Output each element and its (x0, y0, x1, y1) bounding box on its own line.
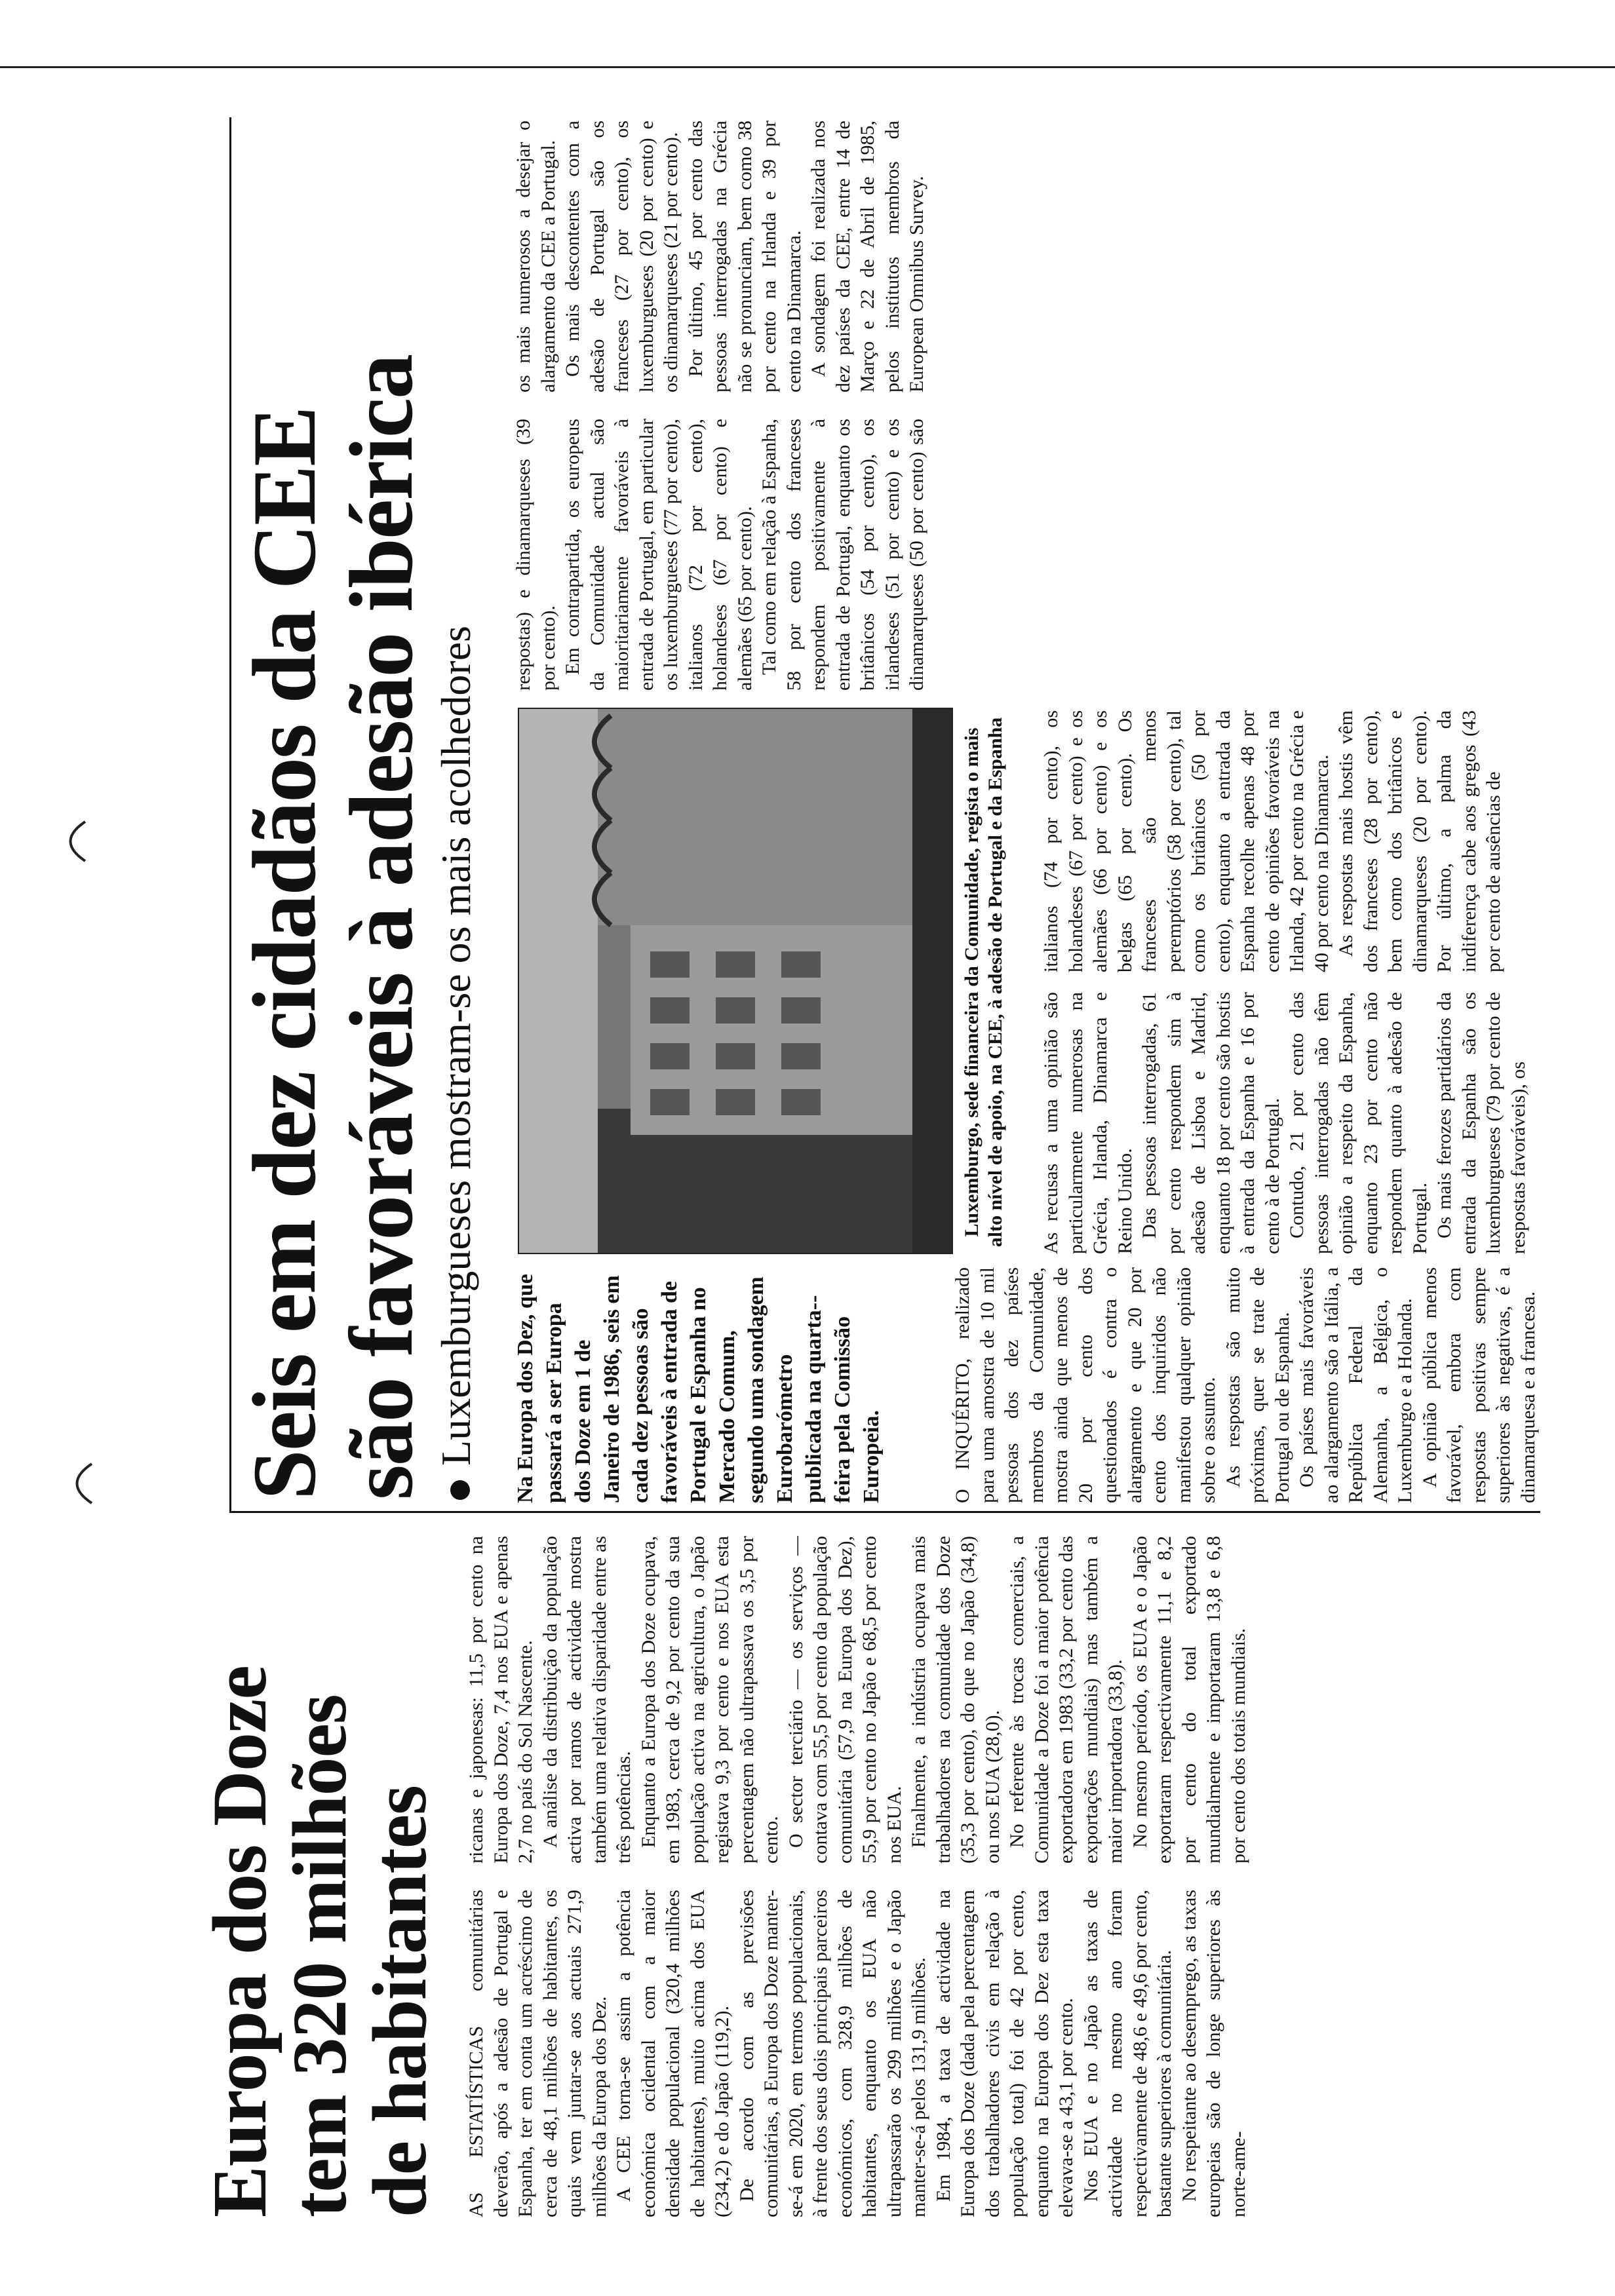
photo-image (519, 709, 952, 1253)
subheadline-text: Luxemburgueses mostram-se os mais acolhedores (433, 625, 479, 1466)
scan-speck (59, 1457, 98, 1510)
paragraph: No respeitante ao desemprego, as taxas europeias são de longe superiores às norte-ame- (1178, 1890, 1249, 2217)
paragraph: Por último, 45 por cento das pessoas interrogadas na Grécia não se pronunciam, bem como 38 por cento na Irlanda e 39 por cento na Dinamarca. (684, 121, 805, 392)
paragraph: Os mais ferozes partidários da entrada da Espanha são os luxemburgueses (79 por cento de respostas favoráveis), os (1433, 992, 1529, 1254)
subheadline (433, 117, 480, 1500)
paragraph: A análise da distribuição da população activa por ramos de actividade mostra também uma relativa disparidade entre as três potências. (539, 1536, 634, 1864)
paragraph: As recusas a uma opinião são particularmente numerosas na Grécia, Irlanda, Dinamarca e Reino Unido. (1040, 992, 1136, 1254)
paragraph: No mesmo período, os EUA e o Japão exportaram respectivamente 11,1 e 8,2 por cento do total exportado mundialmente e importaram 13,8 e 6,8 por cento dos totais mundiais. (1129, 1536, 1249, 1864)
paragraph: italianos (74 por cento), os holandeses (67 por cento) e os alemães (66 por cento) e os belgas (65 por cento). Os franceses são menos peremptórios (58 por cento), tal como os britânicos (50 por cento), enquanto a entrada da Espanha recolhe apenas 48 por cento de opiniões favoráveis na Irlanda, 42 por cento na Grécia e 40 por cento na Dinamarca. (1040, 710, 1333, 972)
headline-line: de habitantes (357, 1785, 442, 2217)
paragraph: No referente às trocas comerciais, a Comunidade a Doze foi a maior potência exportadora em 1983 (33,2 por cento das exportações mundiais) mas também a maior importadora (33,8). (1006, 1536, 1126, 1864)
article-right-column-3 (1039, 710, 1553, 972)
paragraph: Contudo, 21 por cento das pessoas interrogadas não têm opinião a respeito da Espanha, enquanto 23 por cento não respondem quanto à adesão de Portugal. (1286, 992, 1431, 1254)
scan-speck (52, 815, 92, 868)
lede-paragraph: Na Europa dos Dez, que passará a ser Europa dos Doze em 1 de Janeiro de 1986, seis em cada dez pessoas são favoráveis à entrada de Portugal e Espanha no Mercado Comum, segundo uma sondagem Eurobarómetro publicada na quarta--feira pela Comissão Europeia. (513, 1274, 884, 1503)
article-right-column-4 (511, 121, 1553, 691)
scan-edge-line (0, 66, 1615, 68)
paragraph: Os mais descontentes com a adesão de Portugal são os franceses (27 por cento), os luxemburgueses (20 por cento) e os dinamarqueses (21 por cento). (562, 121, 682, 392)
photo-caption: Luxemburgo, sede financeira da Comunidade, regista o mais alto nível de apoio, na CEE, à adesão de Portugal e da Espanha (961, 717, 1006, 1248)
bullet-icon (450, 1480, 470, 1500)
paragraph: Os países mais favoráveis ao alargamento são a Itália, a República Federal da Alemanha, a Bélgica, o Luxemburgo e a Holanda. (1296, 1267, 1416, 1503)
paragraph: As respostas são muito próximas, quer se trate de Portugal ou de Espanha. (1222, 1267, 1293, 1503)
article-right-column-2 (1039, 992, 1553, 1254)
paragraph: A sondagem foi realizada nos dez países da CEE, entre 14 de Março e 22 de Abril de 1985, pelos institutos membros da European Omnibus Survey. (808, 121, 927, 392)
paragraph: Enquanto a Europa dos Doze ocupava, em 1983, cerca de 9,2 por cento da sua população activa na agricultura, o Japão registava 9,3 por cento e nos EUA esta percentagem não ultrapassava os 3,5 por cento. (637, 1536, 782, 1864)
paragraph: O INQUÉRITO, realizado para uma amostra de 10 mil pessoas dos dez países membros da Comunidade, mostra ainda que menos de 20 por cento dos questionados é contra o alargamento e que 20 por cento dos inquiridos não manifestou qualquer opinião sobre o assunto. (952, 1267, 1219, 1503)
article-left-column-1 (464, 1890, 1598, 2217)
paragraph: ricanas e japonesas: 11,5 por cento na Europa dos Doze, 7,4 nos EUA e apenas 2,7 no país do Sol Nascente. (465, 1536, 536, 1864)
article-left-column-2 (464, 1536, 1598, 1864)
article-right-column-1 (950, 1267, 1553, 1503)
story-frame-rule (229, 117, 231, 1513)
paragraph: A CEE torna-se assim a potência económica ocidental com a maior densidade populacional (320,4 milhões de habitantes), muito acima dos EUA (234,2) e do Japão (119,2). (613, 1890, 733, 2217)
headline-line: tem 320 milhões (277, 1694, 362, 2217)
photo-luxemburgo-building (518, 708, 953, 1254)
paragraph: As respostas mais hostis vêm dos franceses (28 por cento), bem como dos britânicos e dinamarqueses (20 por cento). Por último, a palma da indiferença cabe aos gregos (43 por cento de ausências de (1335, 710, 1504, 972)
headline-europa-dos-doze (197, 1523, 442, 2217)
paragraph: A opinião pública menos favorável, embora com respostas positivas sempre superiores às negativas, é a dinamarquesa e a francesa. (1418, 1267, 1539, 1503)
paragraph: Em contrapartida, os europeus da Comunidade actual são maioritariamente favoráveis à entrada de Portugal, em particular os luxemburgueses (77 por cento), italianos (72 por cento), holandeses (67 por cento) e alemães (65 por cento). (562, 419, 756, 691)
paragraph: De acordo com as previsões comunitárias, a Europa dos Doze manter-se-á em 2020, em termos populacionais, à frente dos seus dois principais parceiros económicos, com 328,9 milhões de habitantes, enquanto os EUA não ultrapassarão os 299 milhões e o Japão manter-se-á pelos 131,9 milhões. (735, 1890, 929, 2217)
paragraph: Nos EUA e no Japão as taxas de actividade no mesmo ano foram respectivamente de 48,6 e 49,6 por cento, bastante superiores à comunitária. (1080, 1890, 1175, 2217)
story-frame-rule (229, 1511, 1540, 1513)
paragraph: Finalmente, a indústria ocupava mais trabalhadores na comunidade dos Doze (35,3 por cento), do que no Japão (34,8) ou nos EUA (28,0). (908, 1536, 1003, 1864)
paragraph: O sector terciário — os serviços — contava com 55,5 por cento da população comunitária (57,9 na Europa dos Dez), 55,9 por cento no Japão e 68,5 por cento nos EUA. (785, 1536, 905, 1864)
paragraph: Das pessoas interrogadas, 61 por cento respondem sim à adesão de Lisboa e Madrid, enquanto 18 por cento são hostis à entrada da Espanha e 16 por cento à de Portugal. (1138, 992, 1283, 1254)
headline-seis-em-dez (236, 117, 430, 1500)
headline-line: Europa dos Doze (197, 1666, 282, 2217)
headline-line: são favoráveis à adesão ibérica (331, 354, 431, 1500)
paragraph: Tal como em relação à Espanha, 58 por cento dos franceses respondem positivamente à entrada de Portugal, enquanto os britânicos (54 por cento), os irlandeses (51 por cento) e os dinamarqueses (50 por cento) são os mais numerosos a desejar o alargamento da CEE a Portugal. (513, 121, 927, 691)
paragraph: respostas) e dinamarqueses (39 por cento). (513, 419, 559, 691)
paragraph: Em 1984, a taxa de actividade na Europa dos Doze (dada pela percentagem dos trabalhadores civis em relação à população total) foi de 42 por cento, enquanto na Europa dos Dez esta taxa elevava-se a 43,1 por cento. (932, 1890, 1077, 2217)
paragraph: AS ESTATÍSTICAS comunitárias deverão, após a adesão de Portugal e Espanha, ter em conta um acréscimo de cerca de 48,1 milhões de habitantes, os quais vem juntar-se aos actuais 271,9 milhões da Europa dos Dez. (465, 1890, 610, 2217)
headline-line: Seis em dez cidadãos da CEE (234, 407, 334, 1500)
